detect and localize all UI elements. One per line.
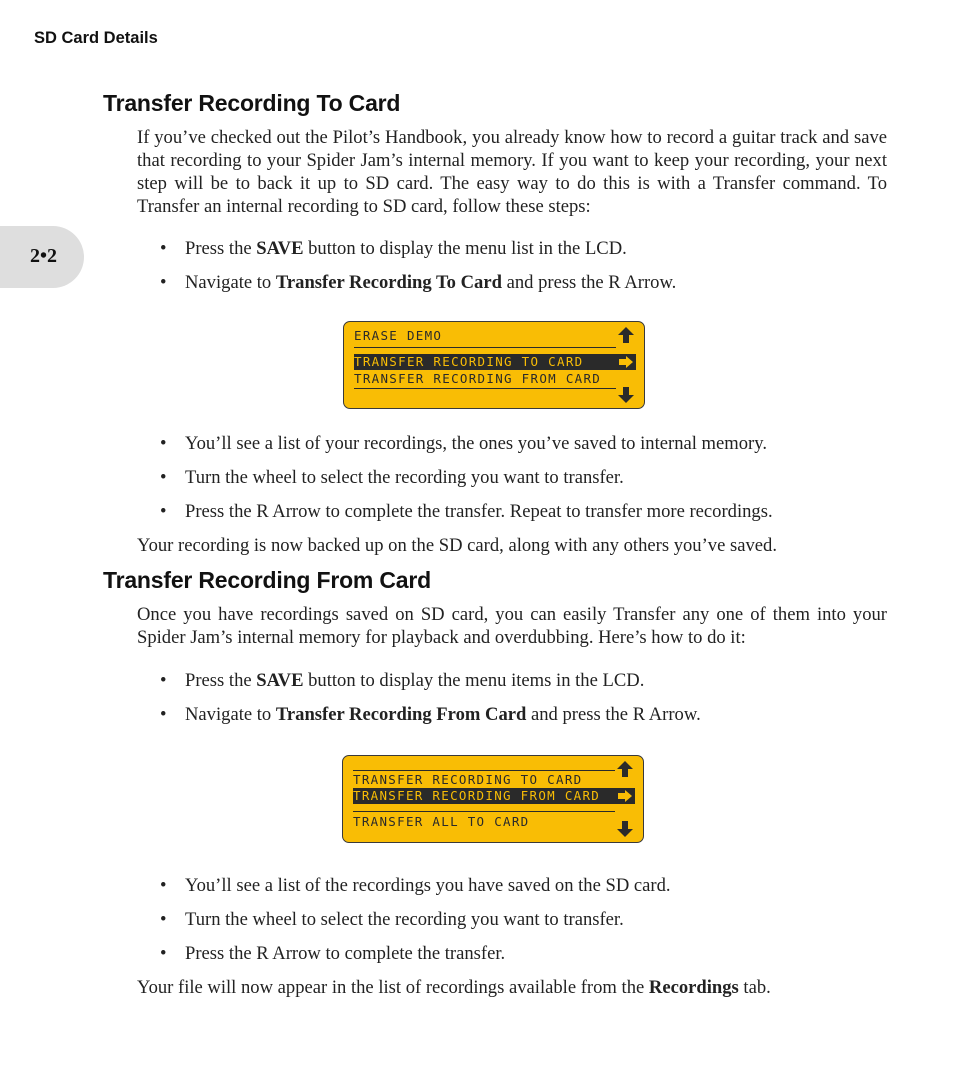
bullet: • Turn the wheel to select the recording you want to transfer.: [160, 467, 624, 488]
bullet: • Press the R Arrow to complete the transfer.: [160, 943, 506, 964]
right-arrow-icon: [616, 353, 636, 371]
bullet: • Navigate to Transfer Recording From Card and press the R Arrow.: [160, 704, 701, 725]
lcd-row: TRANSFER ALL TO CARD: [353, 814, 530, 829]
bullet: • You’ll see a list of the recordings you have saved on the SD card.: [160, 875, 671, 896]
lcd-row-selected: TRANSFER RECORDING FROM CARD: [353, 788, 615, 804]
down-arrow-icon: [615, 820, 635, 838]
lcd-row-selected: TRANSFER RECORDING TO CARD: [354, 354, 616, 370]
lcd-rule: [353, 811, 615, 812]
section2-intro: Once you have recordings saved on SD card, you can easily Transfer any one of them into your Spider Jam’s internal memory for playback and overdubbing. Here’s how to do it:: [137, 604, 887, 648]
bullet: • Navigate to Transfer Recording To Card and press the R Arrow.: [160, 272, 677, 293]
section1-outro: Your recording is now backed up on the SD card, along with any others you’ve saved.: [137, 535, 777, 556]
bullet: • You’ll see a list of your recordings, the ones you’ve saved to internal memory.: [160, 433, 767, 454]
bullet: • Press the SAVE button to display the menu list in the LCD.: [160, 238, 627, 259]
lcd-display: [343, 321, 645, 409]
lcd-row: TRANSFER RECORDING FROM CARD: [354, 371, 602, 386]
up-arrow-icon: [615, 760, 635, 778]
lcd-row: ERASE DEMO: [354, 328, 443, 343]
running-head: SD Card Details: [34, 29, 158, 47]
lcd-row: TRANSFER RECORDING TO CARD: [353, 772, 583, 787]
right-arrow-icon: [615, 787, 635, 805]
bullet: • Turn the wheel to select the recording you want to transfer.: [160, 909, 624, 930]
section-title-transfer-to-card: Transfer Recording To Card: [103, 90, 401, 116]
lcd-rule: [353, 770, 615, 771]
bullet: • Press the SAVE button to display the menu items in the LCD.: [160, 670, 645, 691]
up-arrow-icon: [616, 326, 636, 344]
section-title-transfer-from-card: Transfer Recording From Card: [103, 567, 431, 593]
lcd-rule: [354, 388, 616, 389]
section1-intro: If you’ve checked out the Pilot’s Handbook, you already know how to record a guitar track and save that recording to your Spider Jam’s internal memory. If you want to keep your recording, your next step will be to back it up to SD card. The easy way to do this is with a Transfer command. To Transfer an internal recording to SD card, follow these steps:: [137, 127, 887, 217]
lcd-rule: [354, 347, 616, 348]
down-arrow-icon: [616, 386, 636, 404]
section2-outro: Your file will now appear in the list of recordings available from the Recordings tab.: [137, 977, 771, 998]
lcd-display: [342, 755, 644, 843]
bullet: • Press the R Arrow to complete the transfer. Repeat to transfer more recordings.: [160, 501, 773, 522]
page-number: 2•2: [30, 245, 58, 267]
